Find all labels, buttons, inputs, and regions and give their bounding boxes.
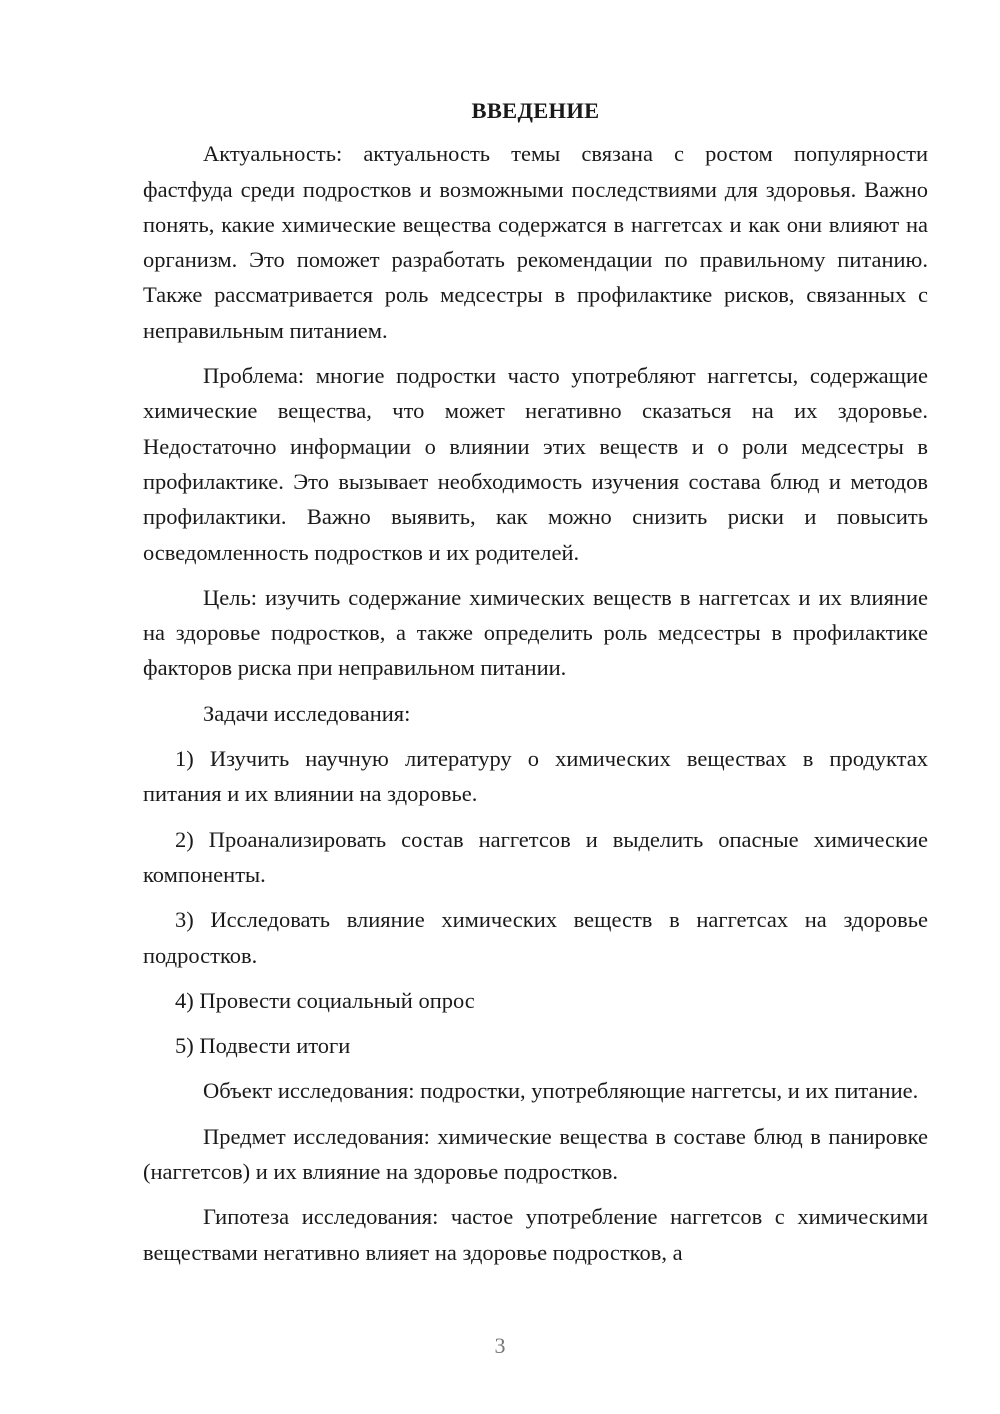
page-number: 3	[494, 1333, 506, 1358]
section-title: ВВЕДЕНИЕ	[471, 98, 600, 123]
list-item: 2) Проанализировать состав наггетсов и выделить опасные химические компоненты.	[143, 826, 928, 887]
paragraph-problem: Проблема: многие подростки часто употребляют наггетсы, содержащие химические вещества, что может негативно сказаться на их здоровье. Недостаточно информации о влиянии этих веществ и о роли медсестры в профилактике. Это вызывает необходимость изучения состава блюд и методов профилактики. Важно выявить, как можно снизить риски и повысить осведомленность подростков и их родителей.	[143, 363, 928, 565]
page-content	[143, 93, 928, 1280]
paragraph-goal: Цель: изучить содержание химических веществ в наггетсах и их влияние на здоровье подростков, а также определить роль медсестры в профилактике факторов риска при неправильном питании.	[143, 584, 928, 681]
list-item: 1) Изучить научную литературу о химических веществах в продуктах питания и их влиянии на здоровье.	[143, 746, 928, 807]
paragraph-subject: Предмет исследования: химические вещества в составе блюд в панировке (наггетсов) и их влияние на здоровье подростков.	[143, 1123, 928, 1185]
list-item: 3) Исследовать влияние химических веществ в наггетсах на здоровье подростков.	[143, 907, 928, 968]
tasks-heading: Задачи исследования:	[203, 700, 411, 726]
list-item: 4) Провести социальный опрос	[175, 987, 475, 1013]
tasks-list	[143, 741, 928, 1063]
paragraph-hypothesis: Гипотеза исследования: частое употребление наггетсов с химическими веществами негативно влияет на здоровье подростков, а	[143, 1204, 928, 1265]
paragraph-relevance: Актуальность: актуальность темы связана с ростом популярности фастфуда среди подростков и возможными последствиями для здоровья. Важно понять, какие химические вещества содержатся в наггетсах и как они влияют на организм. Это поможет разработать рекомендации по правильному питанию. Также рассматривается роль медсестры в профилактике рисков, связанных с неправильным питанием.	[143, 141, 928, 343]
list-item: 5) Подвести итоги	[175, 1033, 351, 1059]
paragraph-object: Объект исследования: подростки, употребляющие наггетсы, и их питание.	[203, 1078, 919, 1104]
